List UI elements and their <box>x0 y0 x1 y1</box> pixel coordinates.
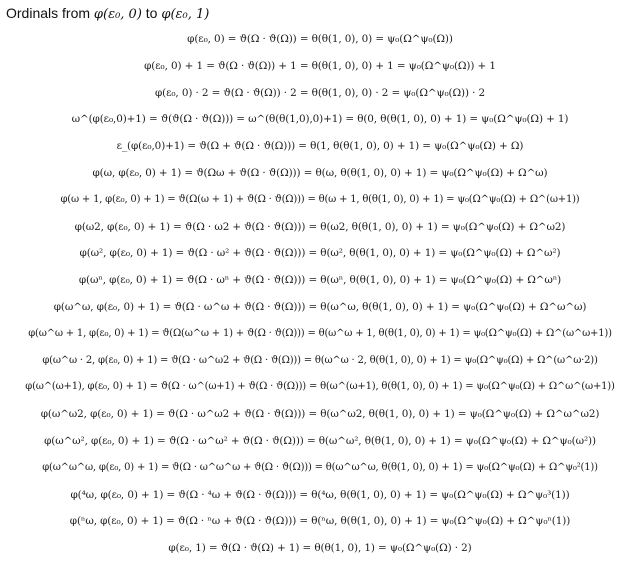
equation-row: φ(⁴ω, φ(ε₀, 0) + 1) = ϑ(Ω · ⁴ω + ϑ(Ω · ϑ(Ω))) = θ(⁴ω, θ(θ(1, 0), 0) + 1) = ψ₀(Ω^ψ₀(Ω) + Ω^ψ₀³(1)) <box>70 488 570 501</box>
equation-list <box>6 26 634 562</box>
equation-row: φ(ω^ω², φ(ε₀, 0) + 1) = ϑ(Ω · ω^ω² + ϑ(Ω · ϑ(Ω))) = θ(ω^ω², θ(θ(1, 0), 0) + 1) = ψ₀(Ω^ψ₀(Ω) + Ω^ψ₀(ω²)) <box>44 434 596 447</box>
equation-row: φ(ⁿω, φ(ε₀, 0) + 1) = ϑ(Ω · ⁿω + ϑ(Ω · ϑ(Ω))) = θ(ⁿω, θ(θ(1, 0), 0) + 1) = ψ₀(Ω^ψ₀(Ω) + Ω^ψ₀ⁿ(1)) <box>69 515 571 528</box>
equation-row: φ(ω^ω, φ(ε₀, 0) + 1) = ϑ(Ω · ω^ω + ϑ(Ω · ϑ(Ω))) = θ(ω^ω, θ(θ(1, 0), 0) + 1) = ψ₀(Ω^ψ₀(Ω) + Ω^ω^ω) <box>53 300 587 313</box>
equation-row: φ(ε₀, 1) = ϑ(Ω · ϑ(Ω) + 1) = θ(θ(1, 0), 1) = ψ₀(Ω^ψ₀(Ω) · 2) <box>168 542 472 555</box>
equation-row: φ(ω + 1, φ(ε₀, 0) + 1) = ϑ(Ω(ω + 1) + ϑ(Ω · ϑ(Ω))) = θ(ω + 1, θ(θ(1, 0), 0) + 1) = ψ₀(Ω^ψ₀(Ω) + Ω^(ω+1)) <box>60 193 580 205</box>
equation-row: φ(ω^ω^ω, φ(ε₀, 0) + 1) = ϑ(Ω · ω^ω^ω + ϑ(Ω · ϑ(Ω))) = θ(ω^ω^ω, θ(θ(1, 0), 0) + 1) = ψ₀(Ω^ψ₀(Ω) + Ω^ψ₀²(1)) <box>42 461 598 473</box>
equation-row: ω^(φ(ε₀,0)+1) = ϑ(ϑ(Ω · ϑ(Ω))) = ω^(θ(θ(1,0),0)+1) = θ(0, θ(θ(1, 0), 0) + 1) = ψ₀(Ω^ψ₀(Ω) + 1) <box>71 113 569 126</box>
title-from: φ(ε₀, 0) <box>93 7 142 22</box>
equation-row: φ(ω², φ(ε₀, 0) + 1) = ϑ(Ω · ω² + ϑ(Ω · ϑ(Ω))) = θ(ω², θ(θ(1, 0), 0) + 1) = ψ₀(Ω^ψ₀(Ω) + Ω^ω²) <box>79 247 561 260</box>
equation-row: φ(ω2, φ(ε₀, 0) + 1) = ϑ(Ω · ω2 + ϑ(Ω · ϑ(Ω))) = θ(ω2, θ(θ(1, 0), 0) + 1) = ψ₀(Ω^ψ₀(Ω) + Ω^ω2) <box>74 220 566 233</box>
equation-row: φ(ω^ω · 2, φ(ε₀, 0) + 1) = ϑ(Ω · ω^ω2 + ϑ(Ω · ϑ(Ω))) = θ(ω^ω · 2, θ(θ(1, 0), 0) + 1) = ψ₀(Ω^ψ₀(Ω) + Ω^(ω^ω·2)) <box>42 354 598 366</box>
title-prefix: Ordinals from <box>6 5 94 21</box>
equation-row: φ(ε₀, 0) + 1 = ϑ(Ω · ϑ(Ω)) + 1 = θ(θ(1, 0), 0) + 1 = ψ₀(Ω^ψ₀(Ω)) + 1 <box>144 59 496 72</box>
title-to: φ(ε₀, 1) <box>161 7 210 22</box>
equation-row: φ(ω^ω2, φ(ε₀, 0) + 1) = ϑ(Ω · ω^ω2 + ϑ(Ω · ϑ(Ω))) = θ(ω^ω2, θ(θ(1, 0), 0) + 1) = ψ₀(Ω^ψ₀(Ω) + Ω^ω^ω2) <box>40 408 600 421</box>
equation-row: ε_(φ(ε₀,0)+1) = ϑ(Ω + ϑ(Ω · ϑ(Ω))) = θ(1, θ(θ(1, 0), 0) + 1) = ψ₀(Ω^ψ₀(Ω) + Ω) <box>116 140 524 153</box>
equation-row: φ(ωⁿ, φ(ε₀, 0) + 1) = ϑ(Ω · ωⁿ + ϑ(Ω · ϑ(Ω))) = θ(ωⁿ, θ(θ(1, 0), 0) + 1) = ψ₀(Ω^ψ₀(Ω) + Ω^ωⁿ) <box>78 274 562 287</box>
equation-row: φ(ε₀, 0) · 2 = ϑ(Ω · ϑ(Ω)) · 2 = θ(θ(1, 0), 0) · 2 = ψ₀(Ω^ψ₀(Ω)) · 2 <box>154 86 486 99</box>
equation-row: φ(ε₀, 0) = ϑ(Ω · ϑ(Ω)) = θ(θ(1, 0), 0) = ψ₀(Ω^ψ₀(Ω)) <box>187 33 453 45</box>
document-title <box>6 2 634 26</box>
equation-row: φ(ω^(ω+1), φ(ε₀, 0) + 1) = ϑ(Ω · ω^(ω+1) + ϑ(Ω · ϑ(Ω))) = θ(ω^(ω+1), θ(θ(1, 0), 0) + 1) = ψ₀(Ω^ψ₀(Ω) + Ω^ω^(ω+1)) <box>25 381 615 393</box>
equation-row: φ(ω, φ(ε₀, 0) + 1) = ϑ(Ωω + ϑ(Ω · ϑ(Ω))) = θ(ω, θ(θ(1, 0), 0) + 1) = ψ₀(Ω^ψ₀(Ω) + Ω^ω) <box>92 166 548 179</box>
equation-row: φ(ω^ω + 1, φ(ε₀, 0) + 1) = ϑ(Ω(ω^ω + 1) + ϑ(Ω · ϑ(Ω))) = θ(ω^ω + 1, θ(θ(1, 0), 0) + 1) = ψ₀(Ω^ψ₀(Ω) + Ω^(ω^ω+1)) <box>28 327 612 339</box>
title-mid: to <box>141 5 162 21</box>
